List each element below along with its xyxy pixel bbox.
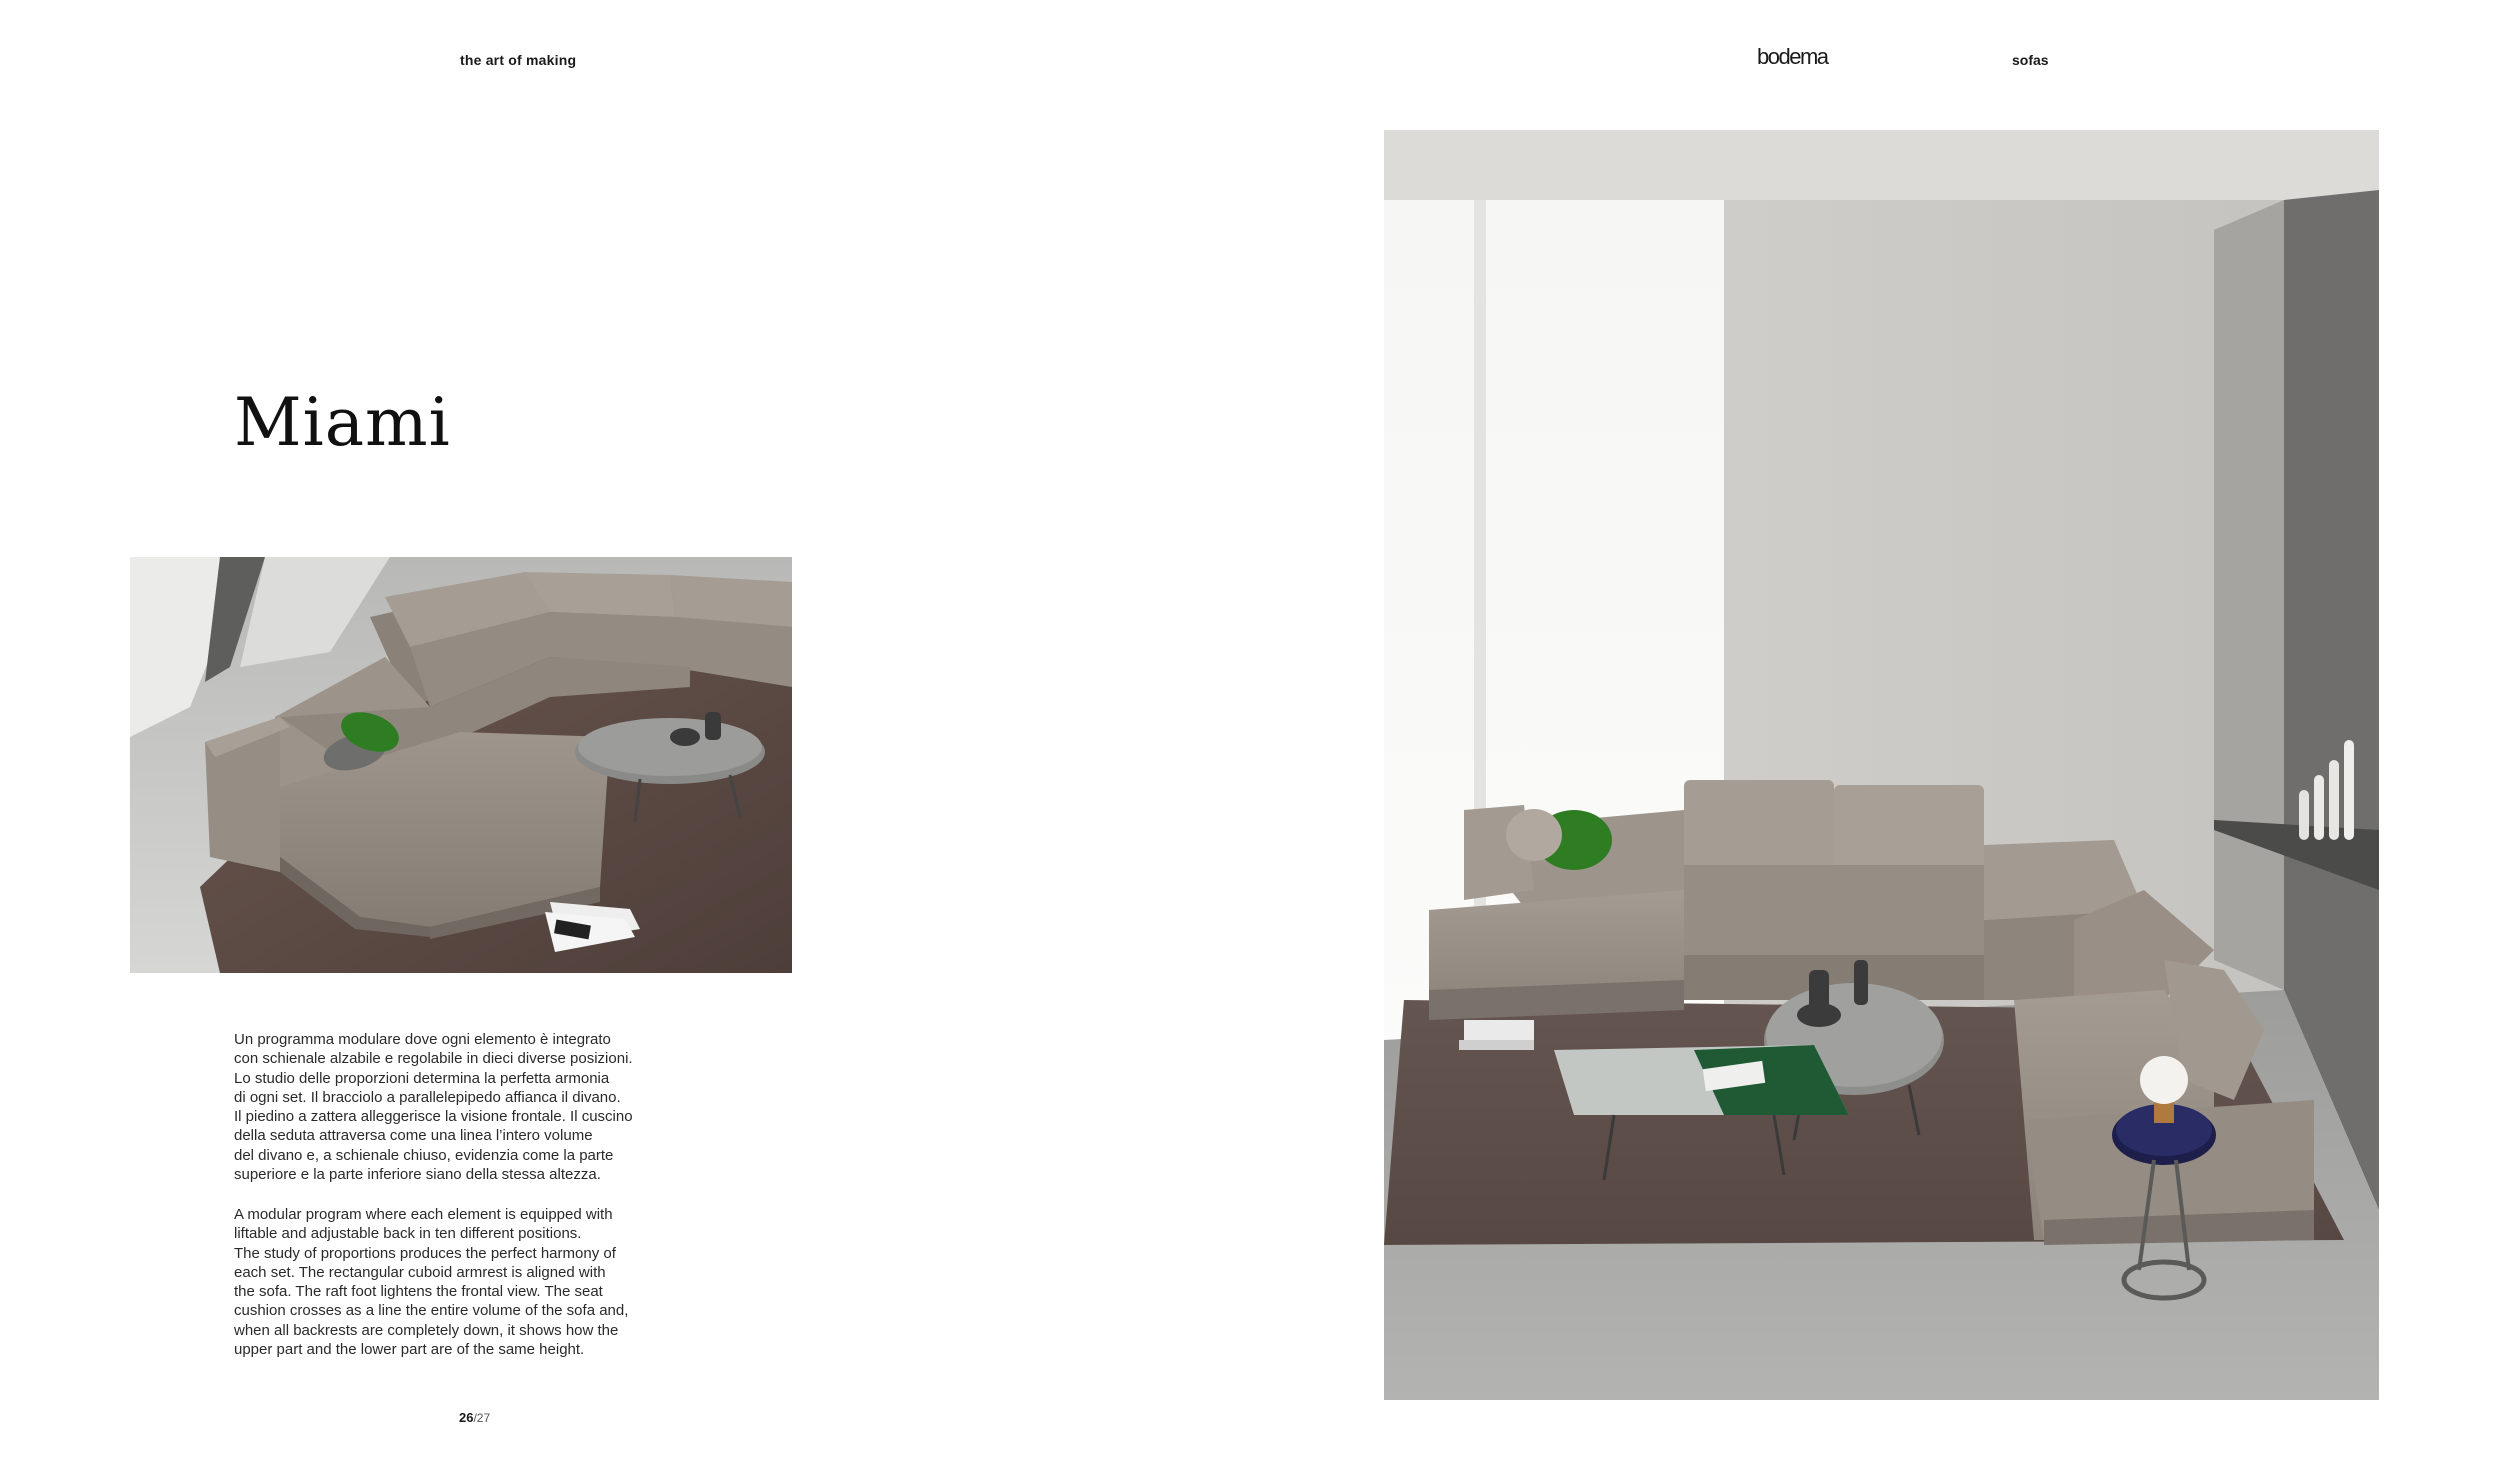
text-line: Lo studio delle proporzioni determina la perfetta armonia (234, 1069, 610, 1087)
page-number (459, 1410, 490, 1425)
sofa-overhead-photo (130, 557, 792, 973)
text-line: A modular program where each element is equipped with (234, 1206, 613, 1223)
text-line: cushion crosses as a line the entire volume of the sofa and, (234, 1302, 629, 1320)
section-label: sofas (2012, 52, 2049, 68)
living-room-photo (1384, 130, 2379, 1400)
total-pages: /27 (473, 1411, 491, 1425)
text-line: con schienale alzabile e regolabile in dieci diverse posizioni. (234, 1050, 633, 1068)
current-page: 26 (459, 1410, 474, 1425)
text-line: The study of proportions produces the perfect harmony of (234, 1244, 616, 1262)
text-line: when all backrests are completely down, it shows how the (234, 1321, 619, 1339)
text-line: upper part and the lower part are of the same height. (234, 1341, 585, 1359)
text-line: Un programma modulare dove ogni elemento è integrato (234, 1031, 611, 1048)
text-line: superiore e la parte inferiore siano della stessa altezza. (234, 1166, 601, 1184)
text-line: the sofa. The raft foot lightens the frontal view. The seat (234, 1283, 603, 1301)
text-line: each set. The rectangular cuboid armrest is aligned with (234, 1263, 606, 1281)
running-header: the art of making (460, 52, 577, 68)
text-line: della seduta attraversa come una linea l’intero volume (234, 1127, 593, 1145)
brand-logo: bodema (1757, 44, 1828, 69)
text-line: Il piedino a zattera alleggerisce la visione frontale. Il cuscino (234, 1108, 633, 1126)
product-title: Miami (234, 384, 451, 461)
text-line: liftable and adjustable back in ten different positions. (234, 1225, 582, 1243)
description-english (234, 1205, 674, 1359)
description-italian (234, 1030, 674, 1184)
text-line: di ogni set. Il bracciolo a parallelepipedo affianca il divano. (234, 1088, 621, 1106)
text-line: del divano e, a schienale chiuso, evidenzia come la parte (234, 1146, 614, 1164)
